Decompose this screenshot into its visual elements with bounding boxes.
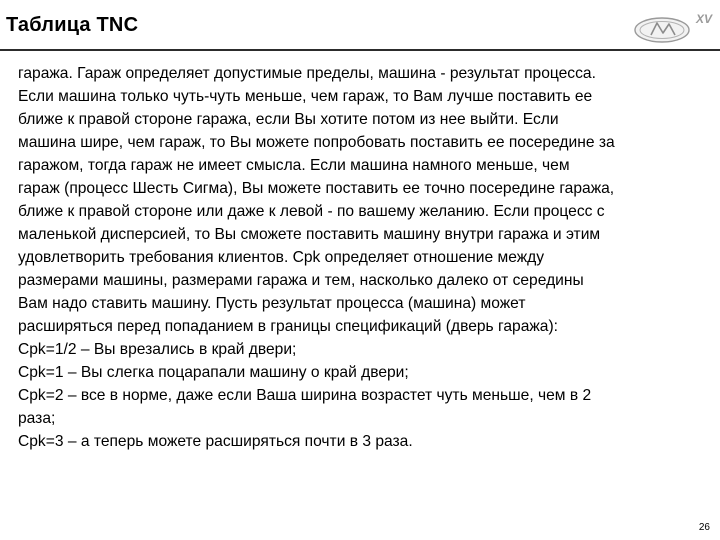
- body-line: гараж (процесс Шесть Сигма), Вы можете поставить ее точно посередине гаража,: [18, 180, 615, 197]
- cpk-item-continuation: раза;: [18, 410, 56, 427]
- body-line: расширяться перед попаданием в границы спецификаций (дверь гаража):: [18, 318, 559, 335]
- body-line: размерами машины, размерами гаража и тем, насколько далеко от середины: [18, 272, 584, 289]
- body-line: ближе к правой стороне или даже к левой - по вашему желанию. Если процесс с: [18, 203, 605, 220]
- body-line: Вам надо ставить машину. Пусть результат процесса (машина) может: [18, 295, 526, 312]
- cpk-item: Cpk=1 – Вы слегка поцарапали машину о край двери;: [18, 364, 409, 381]
- page-number: 26: [698, 522, 710, 533]
- cpk-item: Cpk=2 – все в норме, даже если Ваша ширина возрастет чуть меньше, чем в 2: [18, 387, 592, 404]
- logo-mark: XV: [696, 12, 713, 26]
- slide-title: Таблица TNC: [6, 14, 139, 36]
- body-line: ближе к правой стороне гаража, если Вы хотите потом из нее выйти. Если: [18, 111, 559, 128]
- body-line: удовлетворить требования клиентов. Cpk определяет отношение между: [18, 249, 545, 266]
- cpk-item: Cpk=3 – а теперь можете расширяться почти в 3 раза.: [18, 433, 413, 450]
- cpk-item: Cpk=1/2 – Вы врезались в край двери;: [18, 341, 297, 358]
- header-divider: [0, 49, 720, 51]
- body-text: [18, 62, 714, 453]
- body-line: Если машина только чуть-чуть меньше, чем гараж, то Вам лучше поставить ее: [18, 88, 593, 105]
- body-line: машина шире, чем гараж, то Вы можете попробовать поставить ее посередине за: [18, 134, 615, 151]
- body-line: гаража. Гараж определяет допустимые пределы, машина - результат процесса.: [18, 65, 596, 82]
- lada-logo-icon: [632, 10, 716, 46]
- body-line: маленькой дисперсией, то Вы сможете поставить машину внутри гаража и этим: [18, 226, 601, 243]
- body-line: гаражом, тогда гараж не имеет смысла. Если машина намного меньше, чем: [18, 157, 570, 174]
